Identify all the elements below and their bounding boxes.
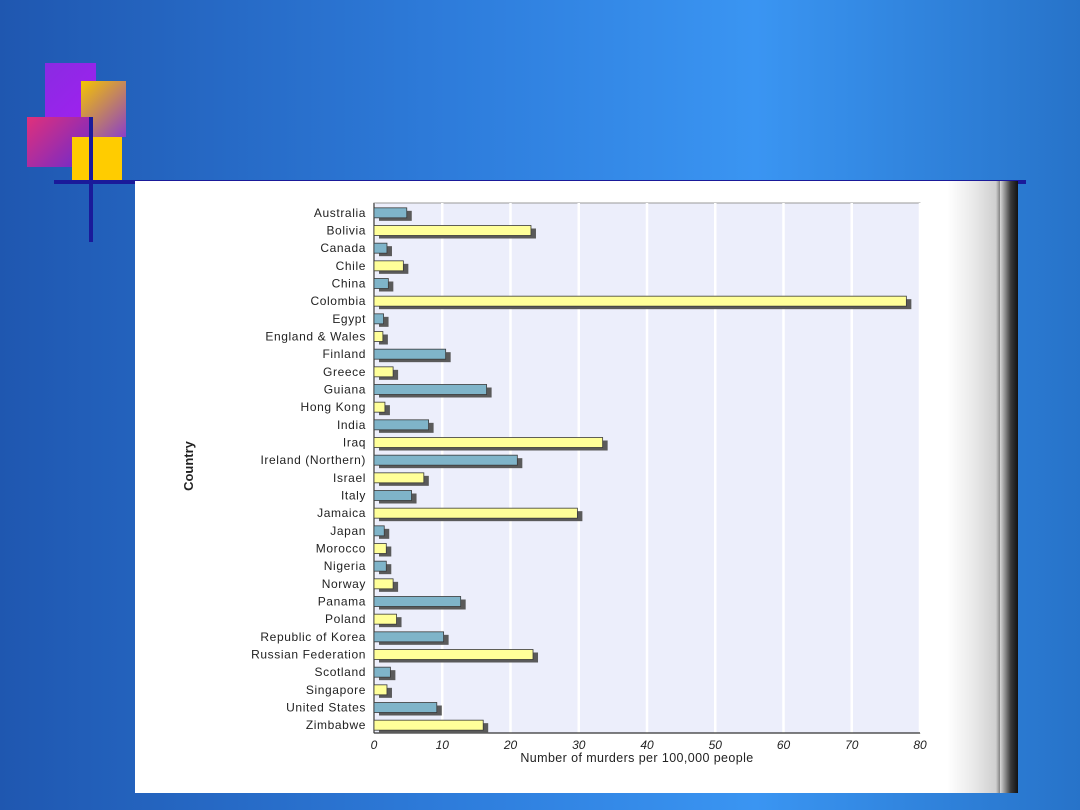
category-label: Morocco [315,541,366,556]
x-tick-label: 0 [370,738,378,752]
bar-iraq [374,438,603,448]
category-label: Panama [317,594,366,609]
category-label: Nigeria [323,559,366,574]
category-label: Norway [321,576,366,591]
x-tick-label: 30 [572,738,586,752]
category-label: Scotland [314,665,366,680]
category-label: Australia [313,205,366,220]
category-label: Jamaica [317,506,366,521]
category-label: Ireland (Northern) [260,453,366,468]
x-tick-label: 70 [845,738,859,752]
bar-ireland-northern- [374,455,517,465]
category-label: Republic of Korea [260,629,366,644]
category-label: Chile [335,258,366,273]
bar-guiana [374,385,487,395]
x-tick-label: 50 [708,738,722,752]
bar-singapore [374,685,387,695]
x-tick-label: 40 [640,738,654,752]
y-axis-label: Country [181,441,196,491]
bar-hong-kong [374,402,385,412]
bar-republic-of-korea [374,632,444,642]
bar-chile [374,261,403,271]
category-label: Canada [320,241,366,256]
bar-zimbabwe [374,720,483,730]
category-label: Singapore [305,682,366,697]
category-label: United States [286,700,366,715]
category-label: Guiana [323,382,366,397]
category-label: Iraq [342,435,366,450]
category-label: Hong Kong [300,400,366,415]
x-tick-label: 20 [503,738,518,752]
category-label: Egypt [332,311,366,326]
category-label: Poland [325,612,366,627]
bar-russian-federation [374,650,533,660]
bar-india [374,420,429,430]
bar-japan [374,526,384,536]
category-label: Russian Federation [251,647,366,662]
bar-united-states [374,703,437,713]
bar-italy [374,491,412,501]
bar-morocco [374,544,386,554]
x-tick-label: 10 [435,738,449,752]
bar-scotland [374,667,390,677]
bar-nigeria [374,561,386,571]
category-label: Colombia [310,294,366,309]
category-label: Greece [323,364,366,379]
bar-norway [374,579,393,589]
category-label: Finland [322,347,366,362]
bar-israel [374,473,424,483]
bar-panama [374,597,461,607]
bar-england-wales [374,332,383,342]
x-axis-label: Number of murders per 100,000 people [520,751,754,765]
bar-china [374,279,388,289]
category-label: China [331,276,366,291]
bar-egypt [374,314,384,324]
category-label: Japan [330,523,366,538]
bar-finland [374,349,446,359]
bar-jamaica [374,508,577,518]
bar-greece [374,367,393,377]
bar-australia [374,208,407,218]
x-tick-label: 60 [776,738,791,752]
category-label: India [336,417,366,432]
category-label: Israel [333,470,366,485]
bar-canada [374,243,387,253]
category-label: Bolivia [326,223,366,238]
category-label: Italy [340,488,366,503]
bar-bolivia [374,226,531,236]
bar-poland [374,614,397,624]
x-tick-label: 80 [913,738,927,752]
category-label: Zimbabwe [305,718,366,733]
bar-colombia [374,296,906,306]
category-label: England & Wales [265,329,366,344]
